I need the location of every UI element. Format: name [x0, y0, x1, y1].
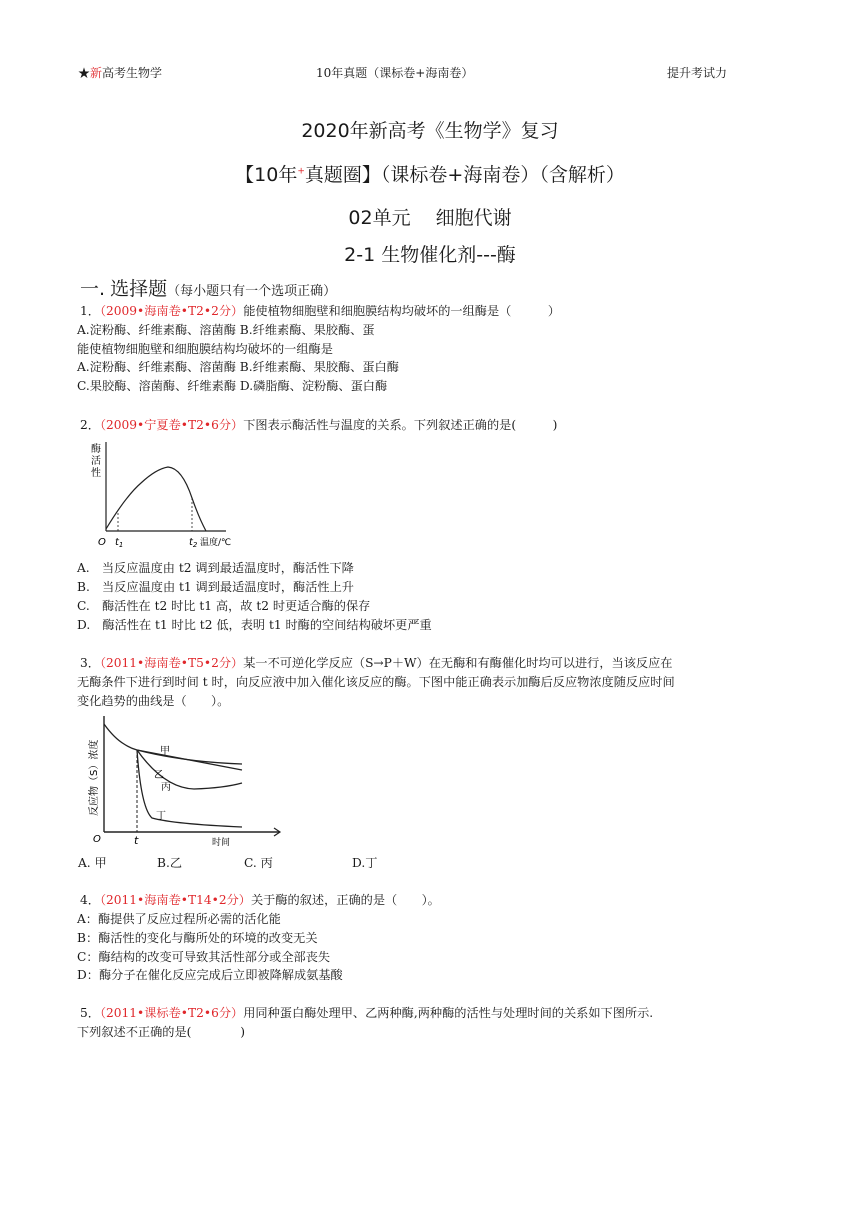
question-3-option: B.乙: [157, 856, 183, 870]
question-4-option: A：酶提供了反应过程所必需的活化能: [77, 912, 281, 926]
question-3-stem-line: 变化趋势的曲线是（ ）。: [77, 694, 230, 708]
figure1-ylabel-char: 活: [91, 456, 101, 467]
figure2-xlabel: 时间: [212, 838, 231, 848]
header-left-text: 高考生物学: [102, 66, 163, 80]
question-4-option: D：酶分子在催化反应完成后立即被降解成氨基酸: [77, 968, 343, 982]
figure2-curve-label-yi: 乙: [154, 770, 164, 781]
subtitle: 【10年+真题圈】（课标卷+海南卷）（含解析）: [235, 164, 625, 186]
figure2-curve-label-ding: 丁: [156, 811, 166, 822]
figure1-ylabel-char: 酶: [91, 444, 101, 455]
figure1-activity-curve: [106, 467, 206, 531]
figure2-curve-label-bing: 丙: [161, 782, 171, 793]
header-left-red: 新: [90, 66, 103, 80]
figure2-ylabel: 反应物（S）浓度: [89, 739, 100, 816]
substrate-concentration-figure: [84, 712, 284, 848]
question-2-option: C. 酶活性在 t2 时比 t1 高，故 t2 时更适合酶的保存: [77, 599, 371, 613]
star-icon: ★: [78, 66, 91, 80]
question-5-stem-line: 下列叙述不正确的是( ): [77, 1025, 245, 1039]
figure1-xlabel: 温度/℃: [200, 538, 232, 548]
unit-title: 02单元 细胞代谢: [348, 207, 512, 229]
question-2-option: A. 当反应温度由 t2 调到最适温度时，酶活性下降: [77, 561, 354, 575]
question-4-option: C：酶结构的改变可导致其活性部分或全部丧失: [77, 950, 331, 964]
figure1-origin: O: [98, 537, 106, 548]
figure2-curve-label-jia: 甲: [160, 746, 170, 757]
header-left: [78, 64, 162, 81]
figure1-ylabel-char: 性: [91, 468, 101, 479]
chapter-title: 2-1 生物催化剂---酶: [344, 244, 516, 266]
question-4-option: B：酶活性的变化与酶所处的环境的改变无关: [77, 931, 318, 945]
question-3-option: C. 丙: [244, 856, 273, 870]
figure2-t-label: t: [134, 834, 139, 847]
section-heading: 一. 选择题（每小题只有一个选项正确）: [80, 278, 337, 300]
question-1-stem: 1．（2009•海南卷•T2•2分）能使植物细胞壁和细胞膜结构均破坏的一组酶是（ ）: [80, 304, 561, 318]
header-right: 提升考试力: [667, 66, 728, 80]
question-3-option: D.丁: [352, 856, 378, 870]
figure1-t2-label: $t_2$: [189, 537, 198, 549]
question-5-stem: 5．（2011•课标卷•T2•6分）用同种蛋白酶处理甲、乙两种酶,两种酶的活性与处理时间的关系如下图所示.: [80, 1006, 654, 1020]
question-2-option: D. 酶活性在 t1 时比 t2 低，表明 t1 时酶的空间结构破坏更严重: [77, 618, 432, 632]
figure2-origin: O: [93, 834, 101, 845]
question-1-line: C.果胶酶、溶菌酶、纤维素酶 D.磷脂酶、淀粉酶、蛋白酶: [77, 379, 388, 393]
figure2-curve-bing: [137, 750, 242, 789]
figure2-curve-yi: [137, 750, 242, 764]
page-title: 2020年新高考《生物学》复习: [301, 120, 559, 142]
question-1-line: A.淀粉酶、纤维素酶、溶菌酶 B.纤维素酶、果胶酶、蛋白酶: [77, 360, 399, 374]
enzyme-temperature-figure: [86, 436, 246, 552]
question-4-stem: 4．（2011•海南卷•T14•2分）关于酶的叙述，正确的是（ ）。: [80, 893, 440, 907]
question-1-line: 能使植物细胞壁和细胞膜结构均破坏的一组酶是: [77, 342, 333, 356]
header-center: 10年真题（课标卷+海南卷）: [316, 66, 474, 80]
question-1-line: A.淀粉酶、纤维素酶、溶菌酶 B.纤维素酶、果胶酶、蛋: [77, 323, 375, 337]
question-3-stem-line: 无酶条件下进行到时间 t 时，向反应液中加入催化该反应的酶。下图中能正确表示加酶后反应物浓度随反应时间: [77, 675, 675, 689]
question-2-option: B. 当反应温度由 t1 调到最适温度时，酶活性上升: [77, 580, 354, 594]
question-3-option: A. 甲: [78, 856, 107, 870]
question-3-stem: 3．（2011•海南卷•T5•2分）某一不可逆化学反应（S→P＋W）在无酶和有酶催化时均可以进行，当该反应在: [80, 656, 673, 670]
figure1-t1-label: $t_1$: [115, 537, 124, 549]
question-2-stem: 2．（2009•宁夏卷•T2•6分）下图表示酶活性与温度的关系。下列叙述正确的是( ): [80, 418, 558, 432]
figure2-initial-curve: [104, 724, 137, 750]
